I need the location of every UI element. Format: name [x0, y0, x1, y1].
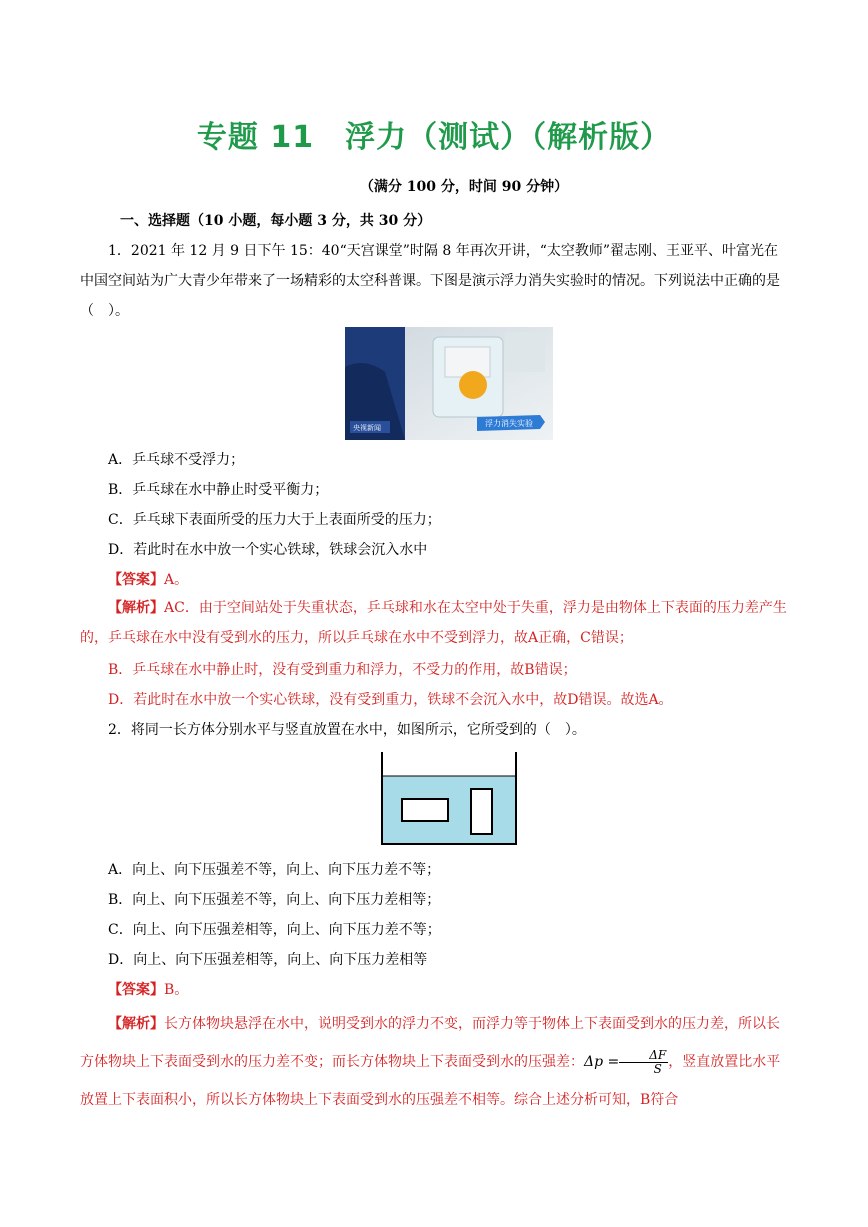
formula-fraction — [619, 1049, 668, 1076]
photo-caption: 浮力消失实验 — [485, 419, 533, 428]
question-1-stem: 1．2021 年 12 月 9 日下午 15：40“天宫课堂”时隔 8 年再次开讲，“太空教师”翟志刚、王亚平、叶富光在中国空间站为广大青少年带来了一场精彩的太空科普课。下图是演示浮力消失实验时的情况。下列说法中正确的是（ ）。 — [80, 243, 780, 319]
water-tank-icon — [380, 750, 518, 846]
analysis-tag: 【解析】 — [108, 600, 164, 616]
q1-analysis-3: D．若此时在水中放一个实心铁球，没有受到重力，铁球不会沉入水中，故D错误。故选A。 — [108, 692, 673, 708]
answer-value: A。 — [164, 572, 189, 588]
analysis-text-1: 长方体物块悬浮在水中，说明受到水的浮力不变，而浮力等于物体上下表面受到水的压力差，所以长方体物块上下表面受到水的压力差不变；而长方体物块上下表面受到水的压强差： — [80, 1016, 780, 1070]
page-title: 专题 11 浮力（测试）（解析版） — [196, 120, 672, 155]
formula-denominator: S — [653, 1061, 662, 1076]
q2-answer — [108, 980, 188, 1000]
q1-option-b: B．乒乓球在水中静止时受平衡力； — [108, 482, 329, 498]
section-heading: 一、选择题（10 小题，每小题 3 分，共 30 分） — [120, 213, 432, 229]
q1-answer — [108, 570, 188, 590]
answer-value: B。 — [164, 982, 189, 998]
q1-analysis-2: B．乒乓球在水中静止时，没有受到重力和浮力，不受力的作用，故B错误； — [108, 662, 577, 678]
q1-option-d: D．若此时在水中放一个实心铁球，铁球会沉入水中 — [108, 542, 428, 558]
formula-numerator: ΔF — [619, 1049, 668, 1063]
answer-tag: 【答案】 — [108, 982, 164, 998]
photo-logo: 央视新闻 — [353, 424, 381, 432]
q1-analysis-1 — [80, 593, 792, 653]
q2-option-c: C．向上、向下压强差相等，向上、向下压力差不等； — [108, 922, 441, 938]
q2-option-d: D．向上、向下压强差相等，向上、向下压力差相等 — [108, 952, 428, 968]
answer-tag: 【答案】 — [108, 572, 164, 588]
analysis-text: AC．由于空间站处于失重状态，乒乓球和水在太空中处于失重，浮力是由物体上下表面的压力差产生的，乒乓球在水中没有受到水的压力，所以乒乓球在水中不受到浮力，故A正确，C错误； — [80, 600, 787, 646]
analysis-text-2: ，竖直放置比水平放置上下表面积小，所以长方体物块上下表面受到水的压强差不相等。综合上述分析可知，B符合 — [80, 1054, 781, 1108]
q1-option-c: C．乒乓球下表面所受的压力大于上表面所受的压力； — [108, 512, 441, 528]
q2-analysis — [80, 1005, 792, 1119]
question-2-stem: 2．将同一长方体分别水平与竖直放置在水中，如图所示，它所受到的（ ）。 — [108, 722, 586, 738]
analysis-tag: 【解析】 — [108, 1016, 164, 1032]
space-station-photo-icon — [345, 327, 553, 440]
q2-option-b: B．向上、向下压强差不等，向上、向下压力差相等； — [108, 892, 441, 908]
page-subtitle: （满分 100 分，时间 90 分钟） — [359, 179, 569, 195]
formula-lhs: Δp = — [584, 1054, 620, 1070]
q1-option-a: A．乒乓球不受浮力； — [108, 452, 245, 468]
question-2-diagram — [380, 750, 518, 846]
question-1-photo — [345, 327, 553, 440]
q2-option-a: A．向上、向下压强差不等，向上、向下压力差不等； — [108, 862, 441, 878]
